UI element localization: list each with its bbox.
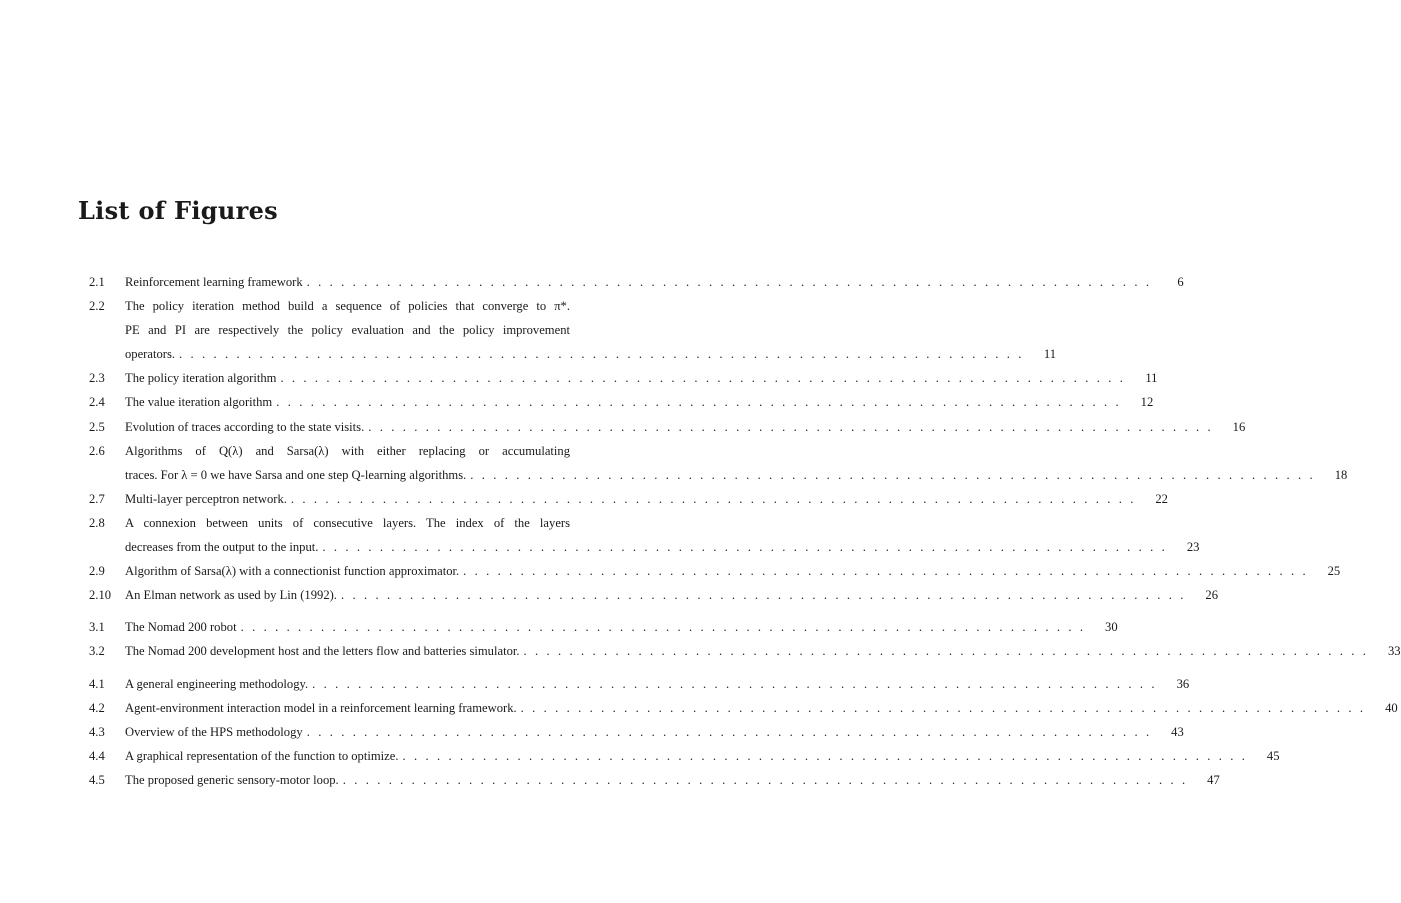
dot-leaders: . . . . . . . . . . . . . . . . . . . . . . . . . . . . . . . . . . . . . . . . . . . . . . . . . . . . . . . . . . . . . . . . . . . . . . . . . .	[312, 676, 1158, 691]
page-number[interactable]: 11	[1043, 347, 1057, 362]
figure-caption-line: The policy iteration algorithm	[125, 371, 277, 386]
dot-leaders: . . . . . . . . . . . . . . . . . . . . . . . . . . . . . . . . . . . . . . . . . . . . . . . . . . . . . . . . . . . . . . . . . . . . . . . . . .	[276, 395, 1122, 410]
figure-entry[interactable]	[89, 639, 1401, 663]
page-number[interactable]: 36	[1176, 676, 1190, 691]
page-number[interactable]: 40	[1385, 700, 1398, 715]
page-number[interactable]: 22	[1155, 491, 1168, 506]
page-number[interactable]: 6	[1177, 275, 1184, 289]
figure-number: 4.2	[89, 700, 105, 715]
page-number[interactable]: 33	[1387, 644, 1401, 659]
figure-caption-line: Evolution of traces according to the state visits.	[125, 419, 365, 434]
figure-caption-line: A general engineering methodology.	[125, 676, 309, 691]
figure-number: 2.9	[89, 564, 105, 579]
figure-group	[89, 270, 1348, 607]
dot-leaders: . . . . . . . . . . . . . . . . . . . . . . . . . . . . . . . . . . . . . . . . . . . . . . . . . . . . . . . . . . . . . . . . . . . . . . . . . .	[322, 540, 1168, 555]
figure-caption-line: Agent-environment interaction model in a reinforcement learning framework.	[125, 700, 517, 715]
figure-number: 2.10	[89, 588, 112, 603]
figure-number: 2.6	[89, 443, 105, 458]
list-of-figures	[89, 270, 1401, 792]
figure-number: 2.3	[89, 371, 105, 386]
figure-entry[interactable]	[89, 415, 1246, 439]
figure-entry[interactable]	[89, 615, 1118, 639]
figure-number: 2.7	[89, 491, 105, 506]
figure-entry[interactable]	[89, 768, 1220, 792]
dot-leaders: . . . . . . . . . . . . . . . . . . . . . . . . . . . . . . . . . . . . . . . . . . . . . . . . . . . . . . . . . . . . . . . . . . . . . . . . . .	[179, 347, 1025, 362]
figure-number: 2.5	[89, 419, 105, 434]
figure-caption-line: The Nomad 200 development host and the letters flow and batteries simulator.	[125, 644, 520, 659]
figure-entry[interactable]	[89, 511, 1200, 559]
figure-caption-line: Algorithm of Sarsa(λ) with a connectionist function approximator.	[125, 564, 460, 579]
figure-entry[interactable]	[89, 696, 1398, 720]
figure-number: 4.3	[89, 724, 105, 739]
dot-leaders: . . . . . . . . . . . . . . . . . . . . . . . . . . . . . . . . . . . . . . . . . . . . . . . . . . . . . . . . . . . . . . . . . . . . . . . . . .	[240, 620, 1086, 635]
figure-caption-line: The Nomad 200 robot	[125, 620, 237, 635]
figure-entry[interactable]	[89, 583, 1218, 607]
figure-caption-line: Multi-layer perceptron network.	[125, 491, 287, 506]
figure-entry[interactable]	[89, 744, 1280, 768]
page-number[interactable]: 16	[1232, 419, 1246, 434]
page-number[interactable]: 45	[1266, 748, 1280, 763]
page-number[interactable]: 23	[1186, 540, 1200, 555]
page-number[interactable]: 25	[1327, 564, 1341, 579]
figure-number: 4.4	[89, 748, 105, 763]
figure-caption-line: An Elman network as used by Lin (1992).	[125, 588, 337, 603]
figure-number: 3.1	[89, 620, 105, 635]
dot-leaders: . . . . . . . . . . . . . . . . . . . . . . . . . . . . . . . . . . . . . . . . . . . . . . . . . . . . . . . . . . . . . . . . . . . . . . . . . .	[523, 644, 1369, 659]
figure-number: 2.1	[89, 275, 105, 289]
dot-leaders: . . . . . . . . . . . . . . . . . . . . . . . . . . . . . . . . . . . . . . . . . . . . . . . . . . . . . . . . . . . . . . . . . . . . . . . . . .	[342, 772, 1188, 787]
figure-caption-line: A connexion between units of consecutive layers. The index of the layers	[125, 515, 570, 530]
figure-caption-line: The policy iteration method build a sequence of policies that converge to π*.	[125, 299, 570, 314]
figure-caption-line: decreases from the output to the input.	[125, 540, 319, 555]
figure-entry[interactable]	[89, 366, 1158, 390]
page-number[interactable]: 43	[1171, 724, 1184, 739]
dot-leaders: . . . . . . . . . . . . . . . . . . . . . . . . . . . . . . . . . . . . . . . . . . . . . . . . . . . . . . . . . . . . . . . . . . . . . . . . . .	[280, 371, 1126, 386]
figure-entry[interactable]	[89, 294, 1057, 366]
figure-group	[89, 672, 1398, 792]
page-number[interactable]: 12	[1140, 395, 1154, 410]
figure-caption-line: operators.	[125, 347, 176, 362]
figure-entry[interactable]	[89, 487, 1168, 511]
page-number[interactable]: 47	[1207, 772, 1220, 787]
dot-leaders: . . . . . . . . . . . . . . . . . . . . . . . . . . . . . . . . . . . . . . . . . . . . . . . . . . . . . . . . . . . . . . . . . . . . . . . . . .	[463, 564, 1309, 579]
dot-leaders: . . . . . . . . . . . . . . . . . . . . . . . . . . . . . . . . . . . . . . . . . . . . . . . . . . . . . . . . . . . . . . . . . . . . . . . . . .	[340, 588, 1186, 603]
dot-leaders: . . . . . . . . . . . . . . . . . . . . . . . . . . . . . . . . . . . . . . . . . . . . . . . . . . . . . . . . . . . . . . . . . . . . . . . . . .	[290, 491, 1136, 506]
figure-caption-line: The value iteration algorithm	[125, 395, 273, 410]
figure-caption-line: Algorithms of Q(λ) and Sarsa(λ) with either replacing or accumulating	[125, 443, 570, 458]
figure-number: 4.1	[89, 676, 105, 691]
figure-entry[interactable]	[89, 559, 1341, 583]
figure-group	[89, 615, 1401, 663]
page-number[interactable]: 26	[1205, 588, 1218, 603]
dot-leaders: . . . . . . . . . . . . . . . . . . . . . . . . . . . . . . . . . . . . . . . . . . . . . . . . . . . . . . . . . . . . . . . . . . . . . . . . . .	[520, 700, 1366, 715]
figure-caption-line: PE and PI are respectively the policy evaluation and the policy improvement	[125, 323, 570, 338]
figure-number: 2.2	[89, 299, 105, 314]
figure-entry[interactable]	[89, 270, 1184, 294]
page-title: List of Figures	[78, 196, 278, 225]
dot-leaders: . . . . . . . . . . . . . . . . . . . . . . . . . . . . . . . . . . . . . . . . . . . . . . . . . . . . . . . . . . . . . . . . . . . . . . . . . .	[470, 467, 1316, 482]
figure-entry[interactable]	[89, 720, 1184, 744]
figure-entry[interactable]	[89, 439, 1348, 487]
dot-leaders: . . . . . . . . . . . . . . . . . . . . . . . . . . . . . . . . . . . . . . . . . . . . . . . . . . . . . . . . . . . . . . . . . . . . . . . . . .	[306, 724, 1152, 739]
figure-caption-line: Overview of the HPS methodology	[125, 724, 303, 739]
figure-caption-line: The proposed generic sensory-motor loop.	[125, 772, 339, 787]
figure-number: 2.4	[89, 395, 105, 410]
dot-leaders: . . . . . . . . . . . . . . . . . . . . . . . . . . . . . . . . . . . . . . . . . . . . . . . . . . . . . . . . . . . . . . . . . . . . . . . . . .	[402, 748, 1248, 763]
figure-number: 3.2	[89, 644, 105, 659]
figure-caption-line: Reinforcement learning framework	[125, 275, 303, 289]
dot-leaders: . . . . . . . . . . . . . . . . . . . . . . . . . . . . . . . . . . . . . . . . . . . . . . . . . . . . . . . . . . . . . . . . . . . . . . . . . .	[306, 275, 1152, 289]
figure-number: 4.5	[89, 772, 105, 787]
figure-entry[interactable]	[89, 672, 1190, 696]
page-number[interactable]: 18	[1334, 467, 1348, 482]
page-number[interactable]: 30	[1105, 620, 1118, 635]
figure-caption-line: traces. For λ = 0 we have Sarsa and one step Q-learning algorithms.	[125, 467, 467, 482]
figure-caption-line: A graphical representation of the function to optimize.	[125, 748, 399, 763]
figure-entry[interactable]	[89, 390, 1154, 414]
page-number[interactable]: 11	[1145, 371, 1158, 386]
dot-leaders: . . . . . . . . . . . . . . . . . . . . . . . . . . . . . . . . . . . . . . . . . . . . . . . . . . . . . . . . . . . . . . . . . . . . . . . . . .	[368, 419, 1214, 434]
figure-number: 2.8	[89, 515, 105, 530]
